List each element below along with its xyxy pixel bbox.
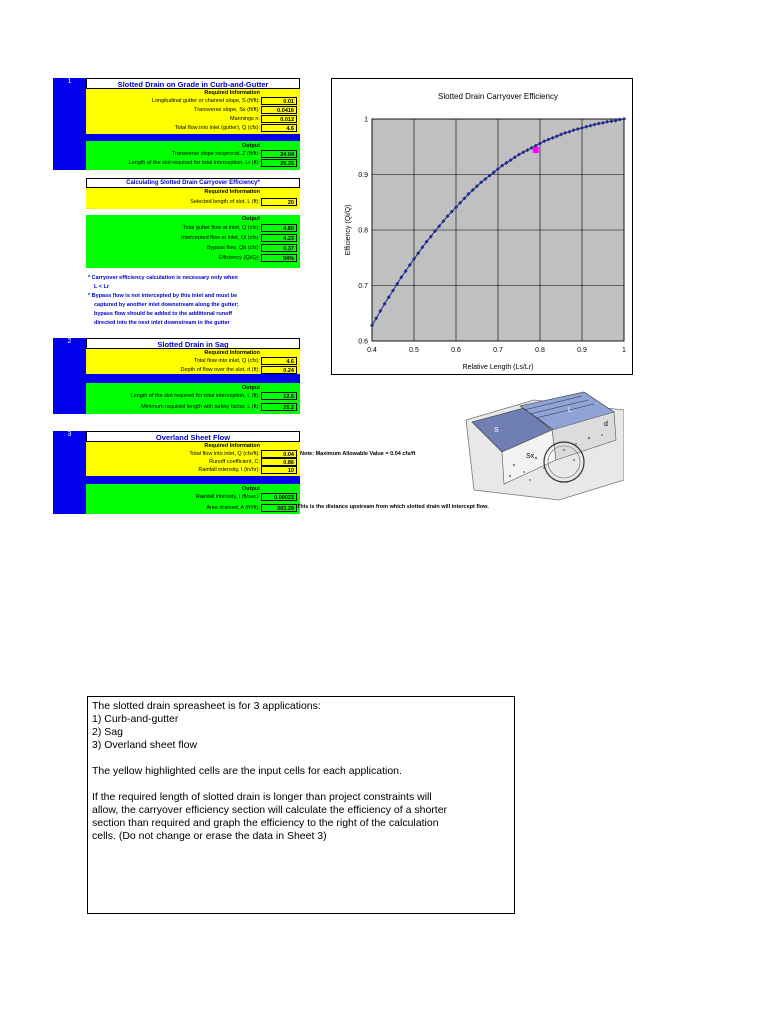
row-label: Runoff coefficient, C: bbox=[209, 459, 260, 465]
carryover-output-label: Output bbox=[241, 216, 260, 222]
section3-output-label: Output bbox=[241, 486, 260, 492]
carryover-title: Calculating Slotted Drain Carryover Efficiency* bbox=[86, 178, 300, 188]
output-value: 0.37 bbox=[261, 244, 297, 252]
x-tick-label: 0.7 bbox=[493, 347, 503, 354]
row-label: Area drained, A (ft²/ft): bbox=[206, 505, 260, 511]
instruction-line: If the required length of slotted drain is longer than project constraints will bbox=[92, 791, 432, 803]
output-value: 4.23 bbox=[261, 234, 297, 242]
efficiency-chart bbox=[331, 78, 633, 375]
row-label: Total gutter flow at inlet, Q (cfs): bbox=[182, 225, 260, 231]
carryover-note-line: bypass flow should be added to the additional runoff bbox=[94, 311, 233, 317]
section3-output-note: This is the distance upstream from which slotted drain will intercept flow. bbox=[297, 504, 489, 510]
row-label: Total flow into inlet (gutter), Q (cfs): bbox=[174, 125, 260, 131]
input-cell[interactable]: 20 bbox=[261, 198, 297, 206]
input-cell[interactable]: 0.0416 bbox=[261, 106, 297, 114]
chart-title: Slotted Drain Carryover Efficiency bbox=[438, 92, 558, 101]
row-label: Total flow into inlet, Q (cfs): bbox=[193, 358, 260, 364]
x-tick-label: 0.5 bbox=[409, 347, 419, 354]
diagram-label-l: L bbox=[568, 407, 572, 414]
row-label: Transverse slope reciprocal, Z (ft/ft): bbox=[171, 151, 260, 157]
diagram-label-d: d bbox=[604, 421, 608, 428]
carryover-required-label: Required Information bbox=[204, 189, 260, 195]
section3-title: Overland Sheet Flow bbox=[86, 431, 300, 442]
efficiency-chart-svg bbox=[332, 79, 632, 374]
row-label: Efficiency (Qi/Q): bbox=[218, 255, 260, 261]
row-label: Minimum required length with safety factor, L (ft): bbox=[141, 404, 260, 410]
section3-band bbox=[86, 476, 300, 484]
instruction-line bbox=[92, 778, 510, 791]
section2-band bbox=[86, 374, 300, 383]
section3-input-note: Note: Maximum Allowable Value = 0.04 cfs/ft bbox=[300, 451, 416, 457]
section1-number bbox=[53, 78, 86, 170]
row-label: Intercepted flow at inlet, Qi (cfs): bbox=[181, 235, 260, 241]
x-tick-label: 0.9 bbox=[577, 347, 587, 354]
x-tick-label: 0.4 bbox=[367, 347, 377, 354]
instruction-line: 1) Curb-and-gutter bbox=[92, 713, 179, 725]
row-label: Bypass flow, Qb (cfs): bbox=[206, 245, 260, 251]
input-cell[interactable]: 0.24 bbox=[261, 366, 297, 374]
input-cell[interactable]: 0.86 bbox=[261, 458, 297, 466]
diagram-label-sx: Sx bbox=[526, 453, 535, 460]
section2-title: Slotted Drain in Sag bbox=[86, 338, 300, 349]
row-label: Depth of flow over the slot, d (ft): bbox=[180, 367, 260, 373]
row-label: Longitudinal gutter or channel slope, S (ft/ft): bbox=[151, 98, 260, 104]
row-label: Length of the slot required for total interception, Lr (ft): bbox=[128, 160, 260, 166]
carryover-note-line: L < Lr bbox=[94, 284, 110, 290]
slotted-drain-illustration bbox=[464, 380, 624, 510]
instructions-box bbox=[87, 696, 515, 914]
carryover-note-line: captured by another inlet downstream along the gutter; bbox=[94, 302, 239, 308]
y-axis-label: Efficiency (Qi/Q) bbox=[345, 204, 352, 256]
section3-number-text: 3 bbox=[67, 431, 72, 438]
row-label: Rainfall intensity, I (in/hr): bbox=[198, 467, 260, 473]
section1-band bbox=[86, 134, 300, 141]
input-cell[interactable]: 4.6 bbox=[261, 124, 297, 132]
section3-required-label: Required Information bbox=[204, 443, 260, 449]
output-value: 94% bbox=[261, 254, 297, 262]
input-cell[interactable]: 0.012 bbox=[261, 115, 297, 123]
section2-number-text: 2 bbox=[67, 338, 72, 345]
y-tick-label: 0.7 bbox=[358, 283, 368, 290]
section2-output-label: Output bbox=[241, 385, 260, 391]
instruction-line: The yellow highlighted cells are the input cells for each application. bbox=[92, 765, 402, 777]
instruction-line: 2) Sag bbox=[92, 726, 123, 738]
row-label: Length of the slot required for total interception, L (ft): bbox=[130, 393, 260, 399]
section2-required-label: Required Information bbox=[204, 350, 260, 356]
instruction-line: The slotted drain spreasheet is for 3 applications: bbox=[92, 700, 321, 712]
carryover-note-line: directed into the next inlet downstream in the gutter bbox=[94, 320, 230, 326]
output-value: 25.2 bbox=[261, 403, 297, 411]
carryover-note-line: * Carryover efficiency calculation is necessary only when bbox=[88, 275, 238, 281]
output-value: 203.29 bbox=[261, 504, 297, 512]
section1-title: Slotted Drain on Grade in Curb-and-Gutter bbox=[86, 78, 300, 89]
output-value: 12.6 bbox=[261, 392, 297, 400]
row-label: Total flow into inlet, Q (cfs/ft): bbox=[189, 451, 260, 457]
output-value: 24.04 bbox=[261, 150, 297, 158]
x-tick-label: 0.8 bbox=[535, 347, 545, 354]
section3-number bbox=[53, 431, 86, 514]
output-value: 0.00023 bbox=[261, 493, 297, 501]
y-tick-label: 0.9 bbox=[358, 172, 368, 179]
y-tick-label: 0.8 bbox=[358, 227, 368, 235]
section2-number bbox=[53, 338, 86, 414]
section1-required-label: Required Information bbox=[204, 90, 260, 96]
x-tick-label: 1 bbox=[622, 347, 626, 354]
input-cell[interactable]: 0.01 bbox=[261, 97, 297, 105]
instruction-line: section than required and graph the efficiency to the right of the calculation bbox=[92, 817, 439, 829]
carryover-note-line: * Bypass flow is not intercepted by this inlet and must be bbox=[88, 293, 238, 299]
selected-point-marker bbox=[533, 147, 539, 153]
output-value: 4.60 bbox=[261, 224, 297, 232]
instruction-line: 3) Overland sheet flow bbox=[92, 739, 198, 751]
x-tick-label: 0.6 bbox=[451, 347, 461, 354]
row-label: Selected length of slot, L (ft): bbox=[190, 199, 260, 205]
row-label: Transverse slope, Sx (ft/ft): bbox=[194, 107, 260, 113]
instruction-line bbox=[92, 752, 510, 765]
section1-number-text: 1 bbox=[67, 78, 72, 85]
input-cell[interactable]: 10 bbox=[261, 466, 297, 474]
section1-output-label: Output bbox=[241, 143, 260, 149]
row-label: Rainfall intensity, I (ft/sec): bbox=[195, 494, 260, 500]
instruction-line: allow, the carryover efficiency section will calculate the efficiency of a shorter bbox=[92, 804, 448, 816]
diagram-label-s: S bbox=[494, 427, 499, 434]
row-label: Mannings n: bbox=[230, 116, 260, 122]
x-axis-label: Relative Length (Ls/Lr) bbox=[462, 364, 534, 371]
input-cell[interactable]: 0.04 bbox=[261, 450, 297, 458]
output-value: 25.35 bbox=[261, 159, 297, 167]
y-tick-label: 0.6 bbox=[358, 338, 368, 346]
input-cell[interactable]: 4.6 bbox=[261, 357, 297, 365]
y-tick-label: 1 bbox=[364, 116, 368, 124]
instruction-line: cells. (Do not change or erase the data in Sheet 3) bbox=[92, 830, 327, 842]
